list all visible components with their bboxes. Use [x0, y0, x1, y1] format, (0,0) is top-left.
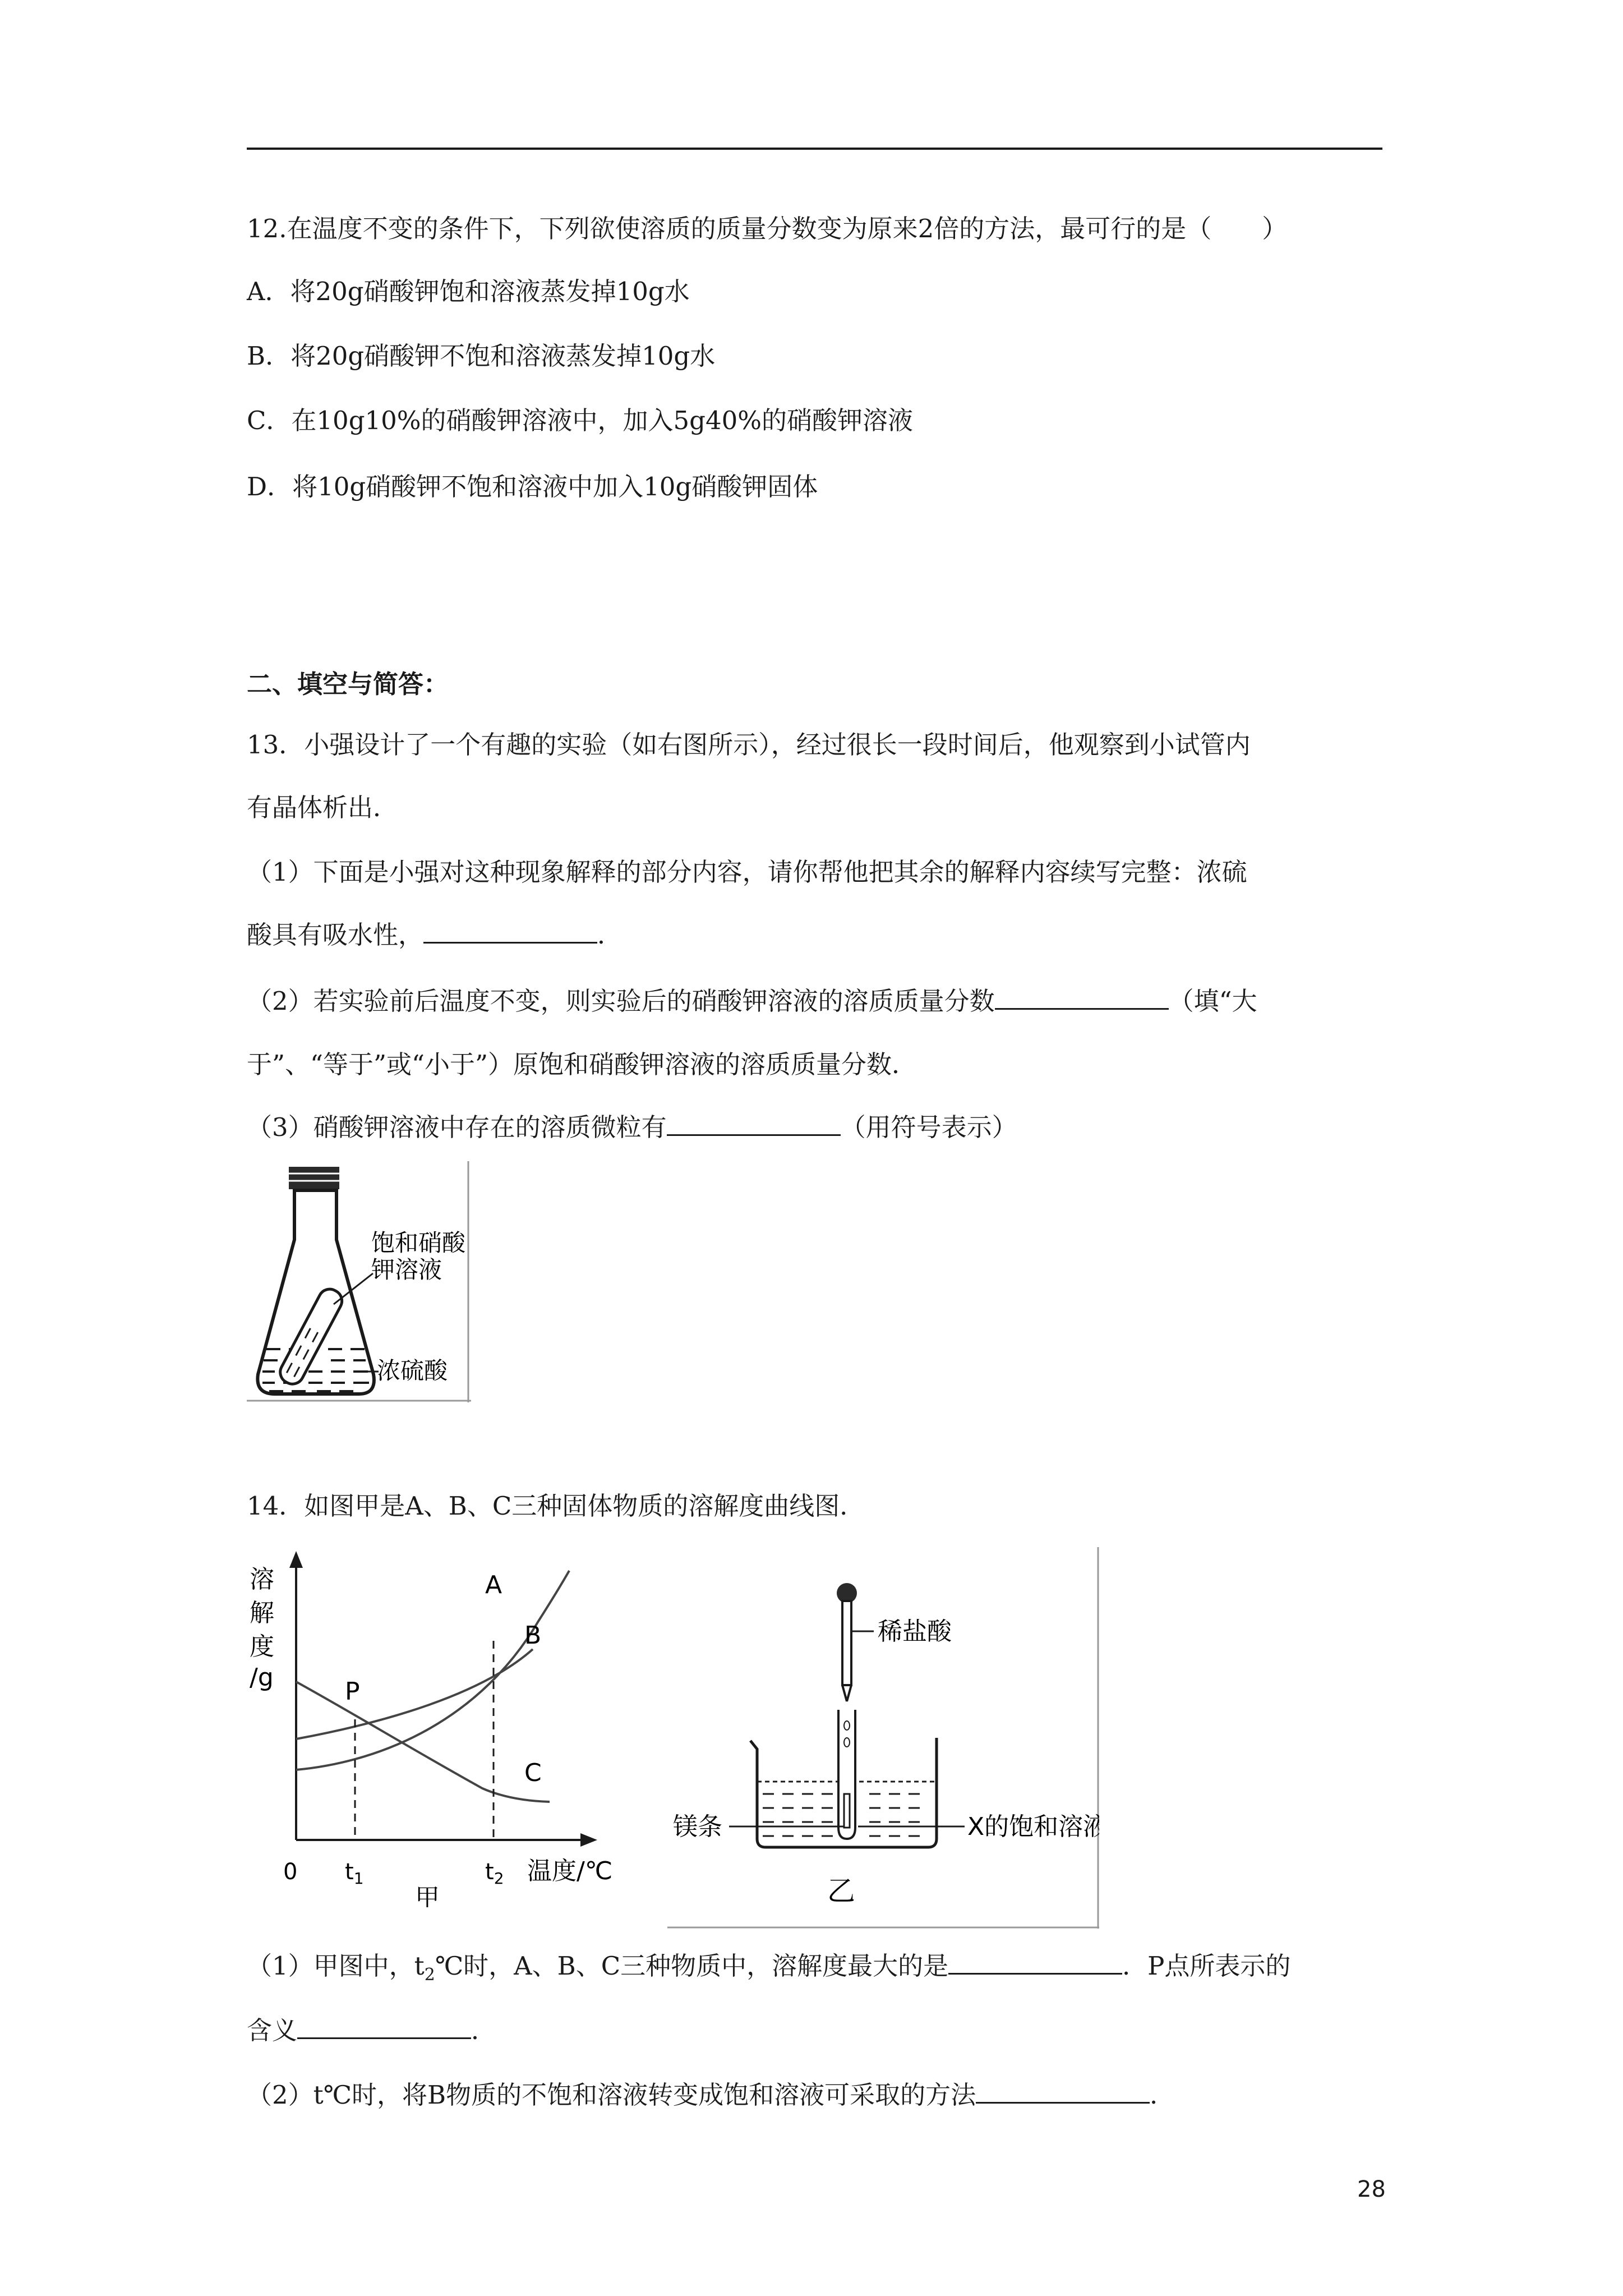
y-axis-arrow	[289, 1551, 303, 1568]
q12-stem: 12.在温度不变的条件下，下列欲使溶质的质量分数变为原来2倍的方法，最可行的是（ ）	[247, 214, 1288, 243]
q14-part2-answer-blank[interactable]	[976, 2079, 1150, 2104]
q14-part2-text: （2）t℃时，将B物质的不饱和溶液转变成饱和溶液可采取的方法	[247, 2080, 976, 2110]
q14-stem: 14．如图甲是A、B、C三种固体物质的溶解度曲线图．	[247, 1491, 865, 1521]
x-axis-label: 温度/℃	[527, 1857, 613, 1885]
q13-part2-line2: 于”、“等于”或“小于”）原饱和硝酸钾溶液的溶质质量分数．	[247, 1050, 917, 1079]
q13-part1-end: ．	[597, 920, 623, 950]
figure-jia-caption: 甲	[415, 1884, 440, 1907]
q13-part2-line1	[247, 984, 1257, 1018]
q13-part1-answer-blank[interactable]	[423, 919, 597, 944]
q14-part1-text-c: ．P点所表示的	[1122, 1951, 1291, 1981]
solubility-figure	[247, 1548, 639, 1907]
dropper-tube	[842, 1601, 851, 1685]
flask-stopper	[289, 1167, 339, 1189]
section-heading: 二、填空与简答：	[247, 669, 449, 699]
q13-part2-answer-blank[interactable]	[995, 986, 1169, 1010]
curve-c	[296, 1682, 550, 1802]
q13-part1-line2	[247, 918, 623, 952]
q13-part2-text: （2）若实验前后温度不变，则实验后的硝酸钾溶液的溶质质量分数	[247, 986, 995, 1016]
flask-label-acid: 浓硫酸	[377, 1357, 448, 1384]
q14-part1-sub: 2	[424, 1965, 435, 1985]
q12-option-b: B．将20g硝酸钾不饱和溶液蒸发掉10g水	[247, 341, 716, 371]
q14-part1-meaning-blank[interactable]	[297, 2015, 471, 2039]
label-saturated-solution: X的饱和溶液	[967, 1812, 1099, 1841]
q12-option-d: D．将10g硝酸钾不饱和溶液中加入10g硝酸钾固体	[247, 472, 818, 501]
y-label-4: /g	[250, 1663, 274, 1692]
curve-label-c: C	[524, 1759, 542, 1787]
conical-flask	[257, 1190, 374, 1394]
curve-label-a: A	[485, 1571, 502, 1599]
flask-label-solution-1: 饱和硝酸	[371, 1229, 466, 1257]
q13-part3-line	[247, 1111, 1017, 1144]
page-number: 28	[1357, 2177, 1386, 2202]
q14-part2-end: ．	[1150, 2080, 1175, 2110]
q14-part1-text-b: ℃时，A、B、C三种物质中，溶解度最大的是	[435, 1951, 949, 1981]
curve-a	[296, 1571, 569, 1770]
q14-part2-line	[247, 2078, 1175, 2112]
q14-part1-line2	[247, 2014, 496, 2047]
q14-part1-answer-blank[interactable]	[948, 1950, 1122, 1975]
q13-part3-hint: （用符号表示）	[840, 1112, 1017, 1142]
q13-part2-hint: （填“大	[1168, 986, 1257, 1016]
y-label-2: 解	[250, 1599, 274, 1627]
q14-part1-meaning-label: 含义	[247, 2016, 298, 2045]
beaker-figure	[667, 1547, 1099, 1929]
q14-part1-meaning-end: ．	[471, 2016, 497, 2045]
magnesium-strip	[844, 1794, 850, 1828]
y-label-3: 度	[250, 1632, 274, 1661]
q13-part1-text: 酸具有吸水性，	[247, 920, 424, 950]
q12-option-c: C．在10g10%的硝酸钾溶液中，加入5g40%的硝酸钾溶液	[247, 406, 913, 435]
label-magnesium: 镁条	[673, 1812, 722, 1841]
q13-part3-answer-blank[interactable]	[667, 1112, 841, 1136]
flask-figure	[247, 1161, 471, 1402]
q13-stem-line2: 有晶体析出．	[247, 793, 399, 822]
t2-label: $t_2$	[485, 1859, 504, 1888]
dropper-label: 稀盐酸	[878, 1617, 952, 1646]
header-rule	[247, 148, 1382, 150]
q13-stem-line1: 13．小强设计了一个有趣的实验（如右图所示），经过很长一段时间后，他观察到小试管内	[247, 730, 1251, 760]
x-axis-arrow	[580, 1833, 597, 1847]
curve-b	[296, 1649, 533, 1739]
figure-yi-caption: 乙	[827, 1875, 855, 1907]
q14-part1-line1	[247, 1949, 1290, 1992]
q13-part1-line1: （1）下面是小强对这种现象解释的部分内容，请你帮他把其余的解释内容续写完整：浓硫	[247, 857, 1247, 887]
q14-part1-text-a: （1）甲图中，t	[247, 1951, 425, 1981]
curve-label-b: B	[524, 1621, 542, 1650]
t1-label: $t_1$	[345, 1859, 364, 1888]
q13-part3-text: （3）硝酸钾溶液中存在的溶质微粒有	[247, 1112, 667, 1142]
origin-label: 0	[283, 1859, 298, 1885]
y-label-1: 溶	[250, 1565, 274, 1594]
q12-option-a: A．将20g硝酸钾饱和溶液蒸发掉10g水	[247, 277, 690, 306]
flask-label-solution-2: 钾溶液	[371, 1256, 442, 1283]
point-p-label: P	[345, 1677, 360, 1706]
